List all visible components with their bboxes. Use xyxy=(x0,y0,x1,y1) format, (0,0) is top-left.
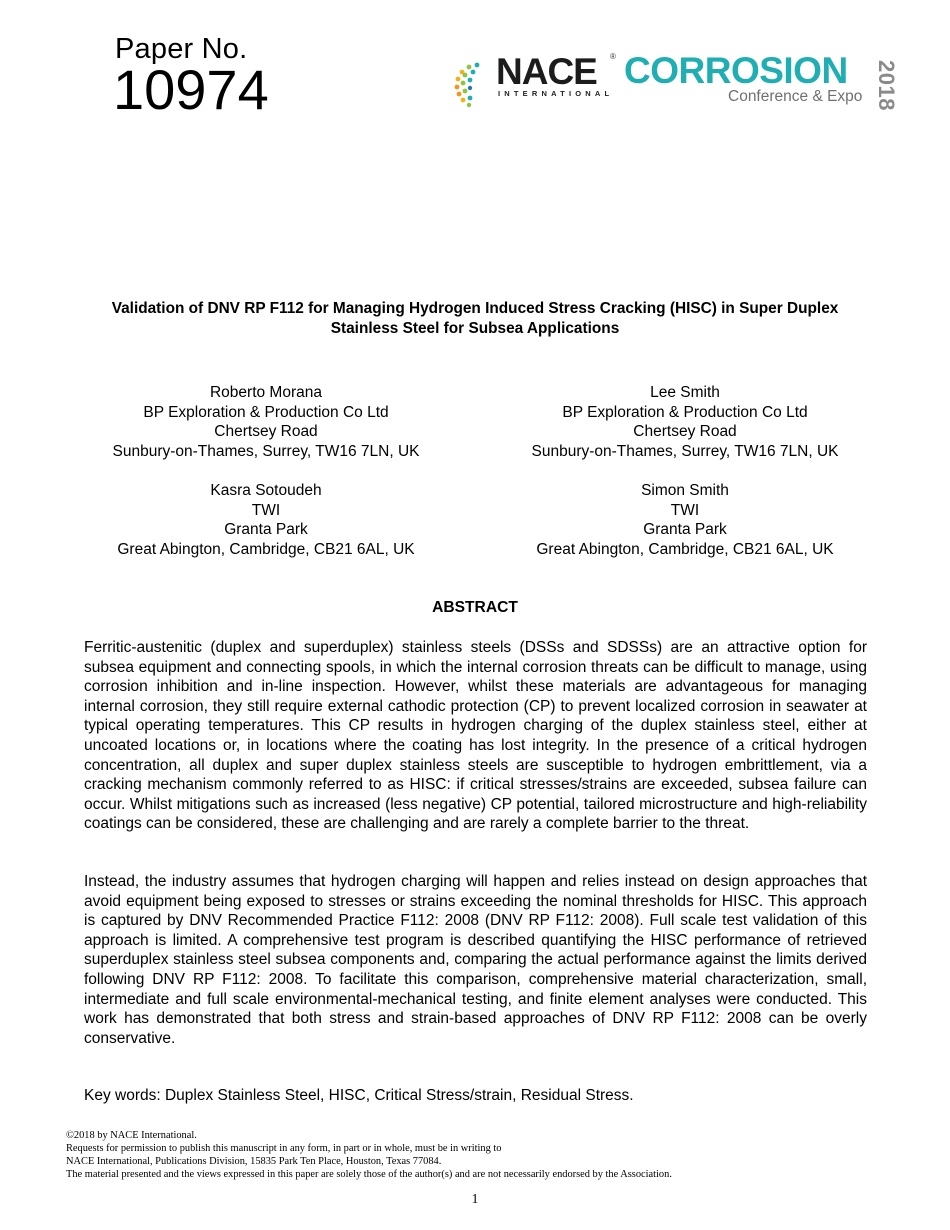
nace-wordmark: NACE xyxy=(496,51,597,92)
author-name: Kasra Sotoudeh xyxy=(210,482,322,499)
author-address-line: Great Abington, Cambridge, CB21 6AL, UK xyxy=(536,541,834,559)
author-address-line: Granta Park xyxy=(224,521,308,539)
keywords: Key words: Duplex Stainless Steel, HISC, Critical Stress/strain, Residual Stress. xyxy=(84,1087,634,1104)
footer-line: The material presented and the views expressed in this paper are solely those of the author(s) and are not necessarily endorsed by the Association. xyxy=(66,1169,672,1180)
abstract-paragraph: Instead, the industry assumes that hydrogen charging will happen and relies instead on design approaches that avoid equipment being exposed to stresses or strains exceeding the nominal thresholds for HISC. This approach is captured by DNV Recommended Practice F112: 2008 (DNV RP F112: 2008). Full scale test validation of this approach is limited. A comprehensive test program is described quantifying the HISC performance of retrieved superduplex stainless steel subsea components and, comparing the actual performance against the limits derived following DNV RP F112: 2008. To facilitate this comparison, comprehensive material characterization, small, intermediate and full scale environmental-mechanical testing, and finite element analyses were conducted. This work has demonstrated that both stress and strain-based approaches of DNV RP F112: 2008 can be overly conservative. xyxy=(84,873,867,1047)
footer-line: Requests for permission to publish this manuscript in any form, in part or in whole, must be in writing to xyxy=(66,1143,502,1154)
copyright-footer xyxy=(66,1129,672,1181)
abstract-paragraph: Ferritic-austenitic (duplex and superduplex) stainless steels (DSSs and SDSSs) are an attractive option for subsea equipment and connecting spools, in which the internal corrosion threats can be difficult to manage, using corrosion inhibition and in-line inspection. However, whilst these materials are advantageous for managing internal corrosion, they still require external cathodic protection (CP) to prevent localized corrosion in seawater at typical operating temperatures. This CP results in hydrogen charging of the duplex stainless steel, either at uncoated locations or, in locations where the coating has lost integrity. In the presence of a critical hydrogen concentration, all duplex and super duplex stainless steels are susceptible to hydrogen embrittlement, via a cracking mechanism commonly referred to as HISC: if critical stresses/strains are exceeded, subsea failure can occur. Whilst mitigations such as increased (less negative) CP potential, tailored microstructure and high-reliability coatings can be considered, these are challenging and are rarely a complete barrier to the threat. xyxy=(84,639,867,833)
author-block xyxy=(475,383,895,462)
author-address-line: Granta Park xyxy=(643,521,727,539)
nace-subtitle: INTERNATIONAL xyxy=(498,89,614,98)
author-org: BP Exploration & Production Co Ltd xyxy=(143,403,389,421)
author-org: BP Exploration & Production Co Ltd xyxy=(562,403,808,421)
author-name: Roberto Morana xyxy=(209,384,322,401)
conference-subtitle: Conference & Expo xyxy=(728,88,863,105)
author-block xyxy=(56,383,476,462)
author-address-line: Chertsey Road xyxy=(633,423,737,441)
page-number: 1 xyxy=(471,1191,479,1206)
author-address-line: Great Abington, Cambridge, CB21 6AL, UK xyxy=(117,541,415,559)
footer-line: NACE International, Publications Division, 15835 Park Ten Place, Houston, Texas 77084. xyxy=(66,1156,442,1167)
author-address-line: Sunbury-on-Thames, Surrey, TW16 7LN, UK xyxy=(531,443,839,461)
author-org: TWI xyxy=(251,501,281,519)
paper-title: Validation of DNV RP F112 for Managing Hydrogen Induced Stress Cracking (HISC) in Super Duplex Stainless Steel for Subsea Applications xyxy=(111,300,839,337)
footer-line: ©2018 by NACE International. xyxy=(66,1130,197,1141)
author-org: TWI xyxy=(670,501,700,519)
author-name: Simon Smith xyxy=(641,482,729,499)
paper-number: 10974 xyxy=(113,58,269,121)
author-address-line: Sunbury-on-Thames, Surrey, TW16 7LN, UK xyxy=(112,443,420,461)
author-name: Lee Smith xyxy=(650,384,720,401)
registered-mark: ® xyxy=(610,52,616,61)
corrosion-wordmark: CORROSION xyxy=(624,50,848,91)
paper-label: Paper No. xyxy=(115,33,248,65)
conference-year: 2018 xyxy=(874,60,899,111)
author-address-line: Chertsey Road xyxy=(214,423,318,441)
conference-logo xyxy=(452,50,902,112)
abstract-heading: ABSTRACT xyxy=(432,599,518,616)
author-block xyxy=(475,481,895,560)
author-block xyxy=(56,481,476,560)
